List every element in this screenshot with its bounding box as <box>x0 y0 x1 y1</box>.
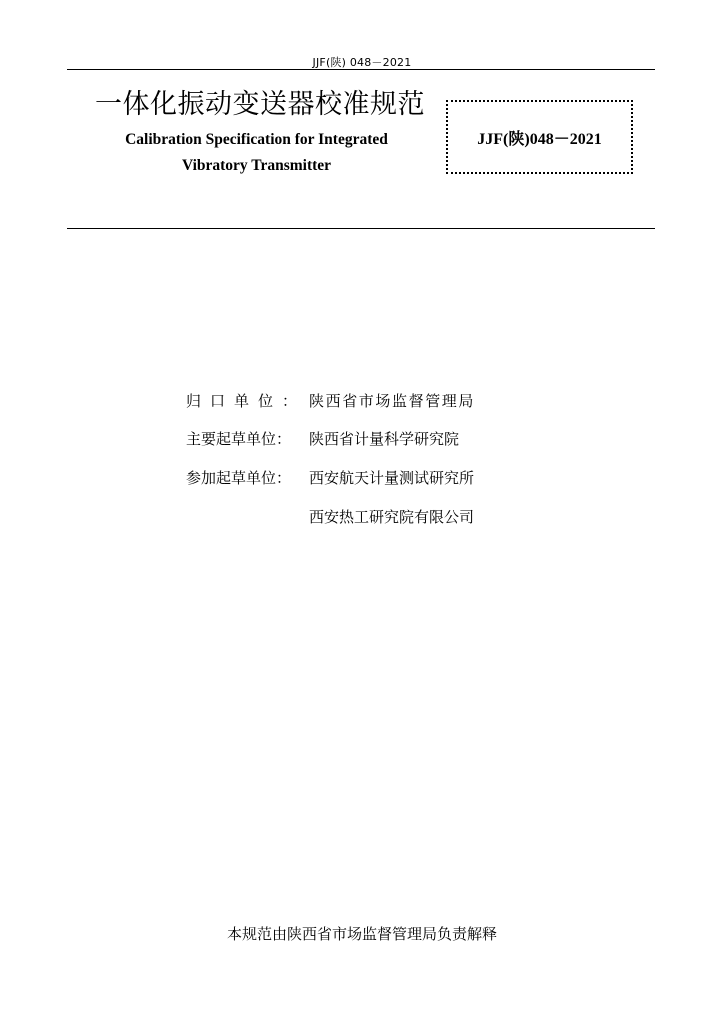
title-english-line-1: Calibration Specification for Integrated <box>125 131 388 148</box>
title-english-line-2: Vibratory Transmitter <box>181 157 332 174</box>
organization-label-centralized-unit: 归口单位： <box>186 392 307 410</box>
specification-code: JJF(陕)048－2021 <box>477 130 602 148</box>
organization-label-participating-unit: 参加起草单位： <box>186 469 292 487</box>
header-rule <box>67 69 655 70</box>
running-header-code: JJF(陕) 048－2021 <box>312 56 412 69</box>
organization-label-main-drafting-unit: 主要起草单位： <box>186 430 292 448</box>
organization-value-participating-unit-1: 西安航天计量测试研究所 <box>309 469 475 487</box>
organization-value-main-drafting-unit: 陕西省计量科学研究院 <box>309 430 460 448</box>
title-rule <box>67 228 655 229</box>
title-chinese: 一体化振动变送器校准规范 <box>95 89 425 120</box>
organization-value-participating-unit-2: 西安热工研究院有限公司 <box>309 508 475 526</box>
interpretation-note: 本规范由陕西省市场监督管理局负责解释 <box>226 925 497 943</box>
specification-code-box <box>446 100 633 174</box>
organization-value-centralized-unit: 陕西省市场监督管理局 <box>309 392 476 410</box>
